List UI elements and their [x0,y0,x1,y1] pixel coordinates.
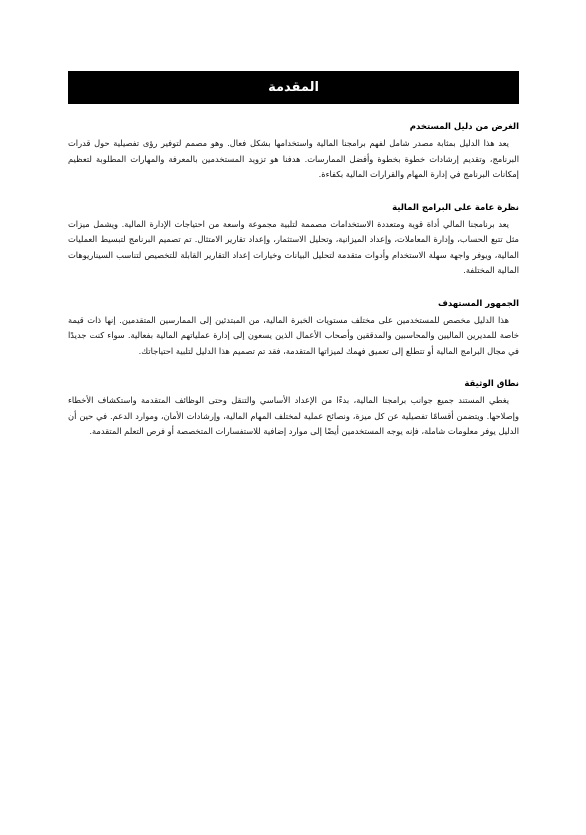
section-overview [68,202,519,279]
section-body: يعد هذا الدليل بمثابة مصدر شامل لفهم برامجنا المالية واستخدامها بشكل فعال. وهو مصمم لتوفير رؤى تفصيلية حول قدرات البرنامج، وتقديم إرشادات خطوة بخطوة وأفضل الممارسات. هدفنا هو تزويد المستخدمين بالمعرفة والمهارات المطلوبة لتعظيم إمكانات البرنامج في إدارة المهام والقرارات المالية بكفاءة. [68,138,519,179]
section-body: يغطي المستند جميع جوانب برامجنا المالية، بدءًا من الإعداد الأساسي والتنقل وحتى الوظائف المتقدمة واستكشاف الأخطاء وإصلاحها. ويتضمن أقسامًا تفصيلية عن كل ميزة، ونصائح عملية لمختلف المهام المالية، وإرشادات الأمان، وموارد الدعم. في حين أن الدليل يوفر معلومات شاملة، فإنه يوجه المستخدمين أيضًا إلى موارد إضافية للاستفسارات المتخصصة أو فرص التعلم المتقدمة. [68,395,519,436]
section-purpose [68,121,519,183]
section-scope [68,378,519,440]
section-heading: الغرض من دليل المستخدم [409,122,519,132]
title-banner [68,71,519,104]
section-heading: نظرة عامة على البرامج المالية [392,202,519,213]
section-body: هذا الدليل مخصص للمستخدمين على مختلف مستويات الخبرة المالية، من المبتدئين إلى الممارسين المتقدمين. إنها ذات قيمة خاصة للمديرين الماليين والمحاسبين والمدققين وأصحاب الأعمال الذين يسعون إلى إدارة عملياتهم المالية بفعالية. سواء كنت جديدًا في مجال البرامج المالية أو تتطلع إلى تعميق فهمك لميزاتها المتقدمة، فقد تم تصميم هذا الدليل لتلبية احتياجاتك. [68,314,519,356]
section-body: يعد برنامجنا المالي أداة قوية ومتعددة الاستخدامات مصممة لتلبية مجموعة واسعة من احتياجات الإدارة المالية. ويشمل ميزات مثل تتبع الحساب، وإدارة المعاملات، وإعداد الميزانية، وتحليل الاستثمار، وإعداد تقارير الامتثال. تم تصميم البرنامج لتبسيط العمليات المالية، ويوفر واجهة سهلة الاستخدام وأدوات متقدمة لتحليل البيانات وخيارات إعداد التقارير القابلة للتخصيص لتناسب السيناريوهات المالية المختلفة. [68,218,519,275]
page-title: المقدمة [268,80,319,95]
section-heading: نطاق الوثيقة [464,379,519,389]
section-audience [68,298,519,360]
document-content [68,121,519,459]
section-heading: الجمهور المستهدف [437,298,519,309]
